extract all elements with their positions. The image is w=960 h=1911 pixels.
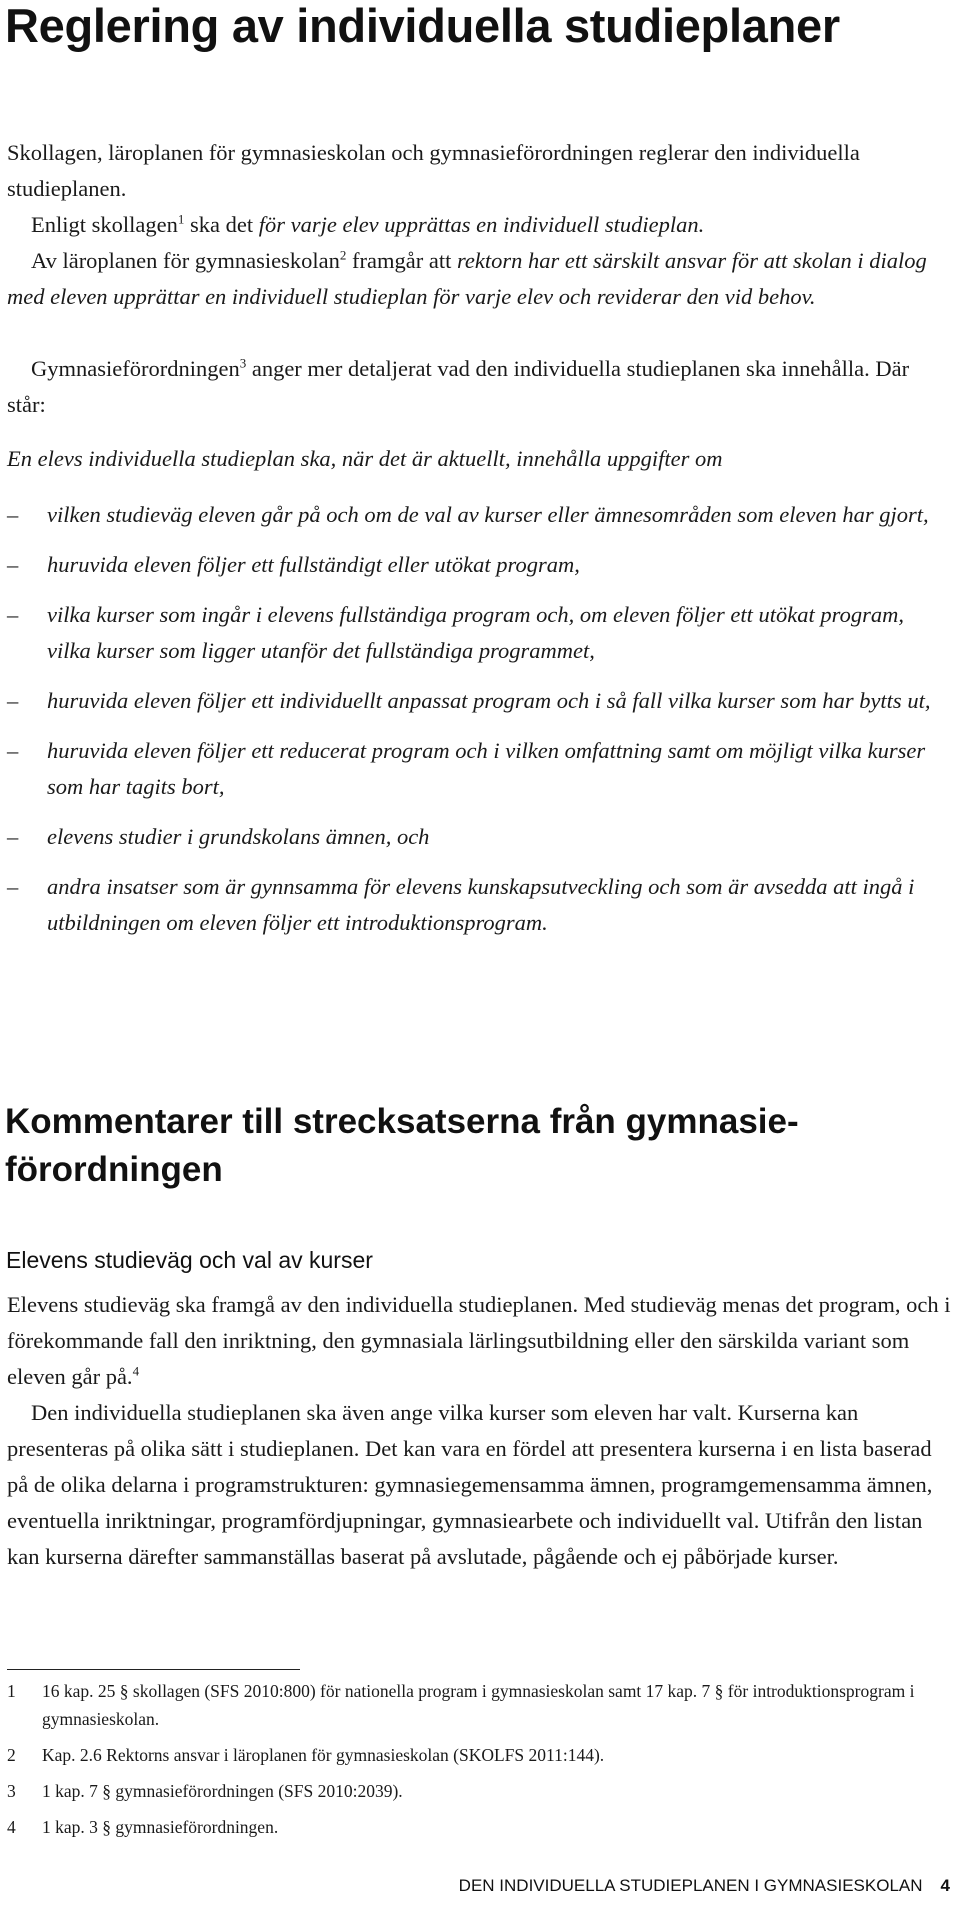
section-heading (5, 1098, 905, 1194)
list-item (7, 497, 952, 533)
dash-marker: – (7, 552, 19, 577)
list-item-text: vilken studieväg eleven går på och om de val av kurser eller ämnesområden som eleven har gjort, (47, 502, 929, 527)
footnote-divider (7, 1669, 300, 1670)
laroplan-text: Av läroplanen för gymnasieskolan (31, 248, 340, 273)
kurser-paragraph (7, 1395, 952, 1575)
studievag-text: Elevens studieväg ska framgå av den individuella studieplanen. Med studieväg menas det program, och i förekommande fall den inriktning, den gymnasiala lärlingsutbildning eller den särskilda variant som eleven går på. (7, 1292, 951, 1389)
list-item-text: huruvida eleven följer ett fullständigt eller utökat program, (47, 552, 580, 577)
gymnasieforordning-paragraph (7, 351, 952, 423)
dash-marker: – (7, 602, 19, 627)
page-number: 4 (940, 1876, 950, 1895)
dash-marker: – (7, 874, 19, 899)
gf-text: Gymnasieförordningen (31, 356, 240, 381)
dash-marker: – (7, 502, 19, 527)
footnote (7, 1813, 952, 1841)
intro-paragraph (7, 135, 952, 207)
footnote-text: Kap. 2.6 Rektorns ansvar i läroplanen för gymnasieskolan (SKOLFS 2011:144). (42, 1745, 605, 1765)
skollagen-text-b: ska det (184, 212, 259, 237)
list-item (7, 733, 952, 805)
footnote-text: 1 kap. 3 § gymnasieförordningen. (42, 1817, 279, 1837)
list-item-text: andra insatser som är gynnsamma för elevens kunskapsutveckling och som är avsedda att ingå i utbildningen om eleven följer ett introduktionsprogram. (47, 874, 915, 935)
dash-marker: – (7, 688, 19, 713)
list-item-text: huruvida eleven följer ett individuellt anpassat program och i så fall vilka kurser som har bytts ut, (47, 688, 931, 713)
list-item (7, 597, 952, 669)
footnote-text: 16 kap. 25 § skollagen (SFS 2010:800) för nationella program i gymnasieskolan samt 17 kap. 7 § för introduktionsprogram i gymnasieskolan. (42, 1681, 915, 1729)
footnote-ref-2: 2 (339, 247, 347, 263)
skollagen-quote: för varje elev upprättas en individuell studieplan. (258, 212, 705, 237)
studievag-paragraph (7, 1287, 952, 1395)
skollagen-text: Enligt skollagen (31, 212, 178, 237)
footnote (7, 1677, 952, 1733)
page-title: Reglering av individuella studieplaner (5, 0, 840, 52)
section-heading-line1: Kommentarer till strecksatserna från gymnasie- (5, 1102, 799, 1141)
footnote-number: 1 (7, 1681, 16, 1701)
footnote (7, 1777, 952, 1805)
footnote-ref-3: 3 (239, 355, 247, 371)
intro-text: Skollagen, läroplanen för gymnasieskolan och gymnasieförordningen reglerar den individuella studieplanen. (7, 140, 860, 201)
dash-marker: – (7, 738, 19, 763)
footnote-number: 4 (7, 1817, 16, 1837)
list-item (7, 683, 952, 719)
footnote-text: 1 kap. 7 § gymnasieförordningen (SFS 2010:2039). (42, 1781, 403, 1801)
dash-marker: – (7, 824, 19, 849)
list-item-text: huruvida eleven följer ett reducerat program och i vilken omfattning samt om möjligt vilka kurser som har tagits bort, (47, 738, 926, 799)
footnote-ref-1: 1 (177, 211, 185, 227)
list-item (7, 819, 952, 855)
footnote-number: 3 (7, 1781, 16, 1801)
laroplan-quote: rektorn har ett särskilt ansvar för att skolan i dialog med eleven upprättar en individuell studieplan för varje elev och reviderar den vid behov. (7, 248, 927, 309)
subheading: Elevens studieväg och val av kurser (6, 1247, 373, 1273)
quote-lead-text: En elevs individuella studieplan ska, när det är aktuellt, innehålla uppgifter om (7, 446, 723, 471)
list-item-text: elevens studier i grundskolans ämnen, och (47, 824, 430, 849)
footnote (7, 1741, 952, 1769)
laroplan-paragraph (7, 243, 952, 315)
footnote-ref-4: 4 (132, 1363, 140, 1379)
quote-lead (7, 441, 952, 477)
list-item (7, 869, 952, 941)
list-item (7, 547, 952, 583)
page-footer (459, 1876, 950, 1896)
skollagen-paragraph (7, 207, 952, 243)
running-title: DEN INDIVIDUELLA STUDIEPLANEN I GYMNASIESKOLAN (458, 1876, 923, 1895)
gf-text-b: anger mer detaljerat vad den individuella studieplanen ska innehålla. Där står: (7, 356, 910, 417)
requirements-list (7, 497, 952, 955)
kurser-text: Den individuella studieplanen ska även ange vilka kurser som eleven har valt. Kurserna kan presenteras på olika sätt i studieplanen. Det kan vara en fördel att presentera kurserna i en lista baserad på de olika delarna i programstrukturen: gymnasiegemensamma ämnen, programgemensamma ämnen, eventuella inriktningar, programfördjupningar, gymnasiearbete och individuellt val. Utifrån den listan kan kurserna därefter sammanställas baserat på avslutade, pågående och ej påbörjade kurser. (7, 1400, 933, 1569)
list-item-text: vilka kurser som ingår i elevens fullständiga program och, om eleven följer ett utökat program, vilka kurser som ligger utanför det fullständiga programmet, (47, 602, 904, 663)
laroplan-text-b: framgår att (346, 248, 457, 273)
footnote-number: 2 (7, 1745, 16, 1765)
footnotes (7, 1677, 952, 1849)
section-heading-line2: förordningen (5, 1150, 223, 1189)
